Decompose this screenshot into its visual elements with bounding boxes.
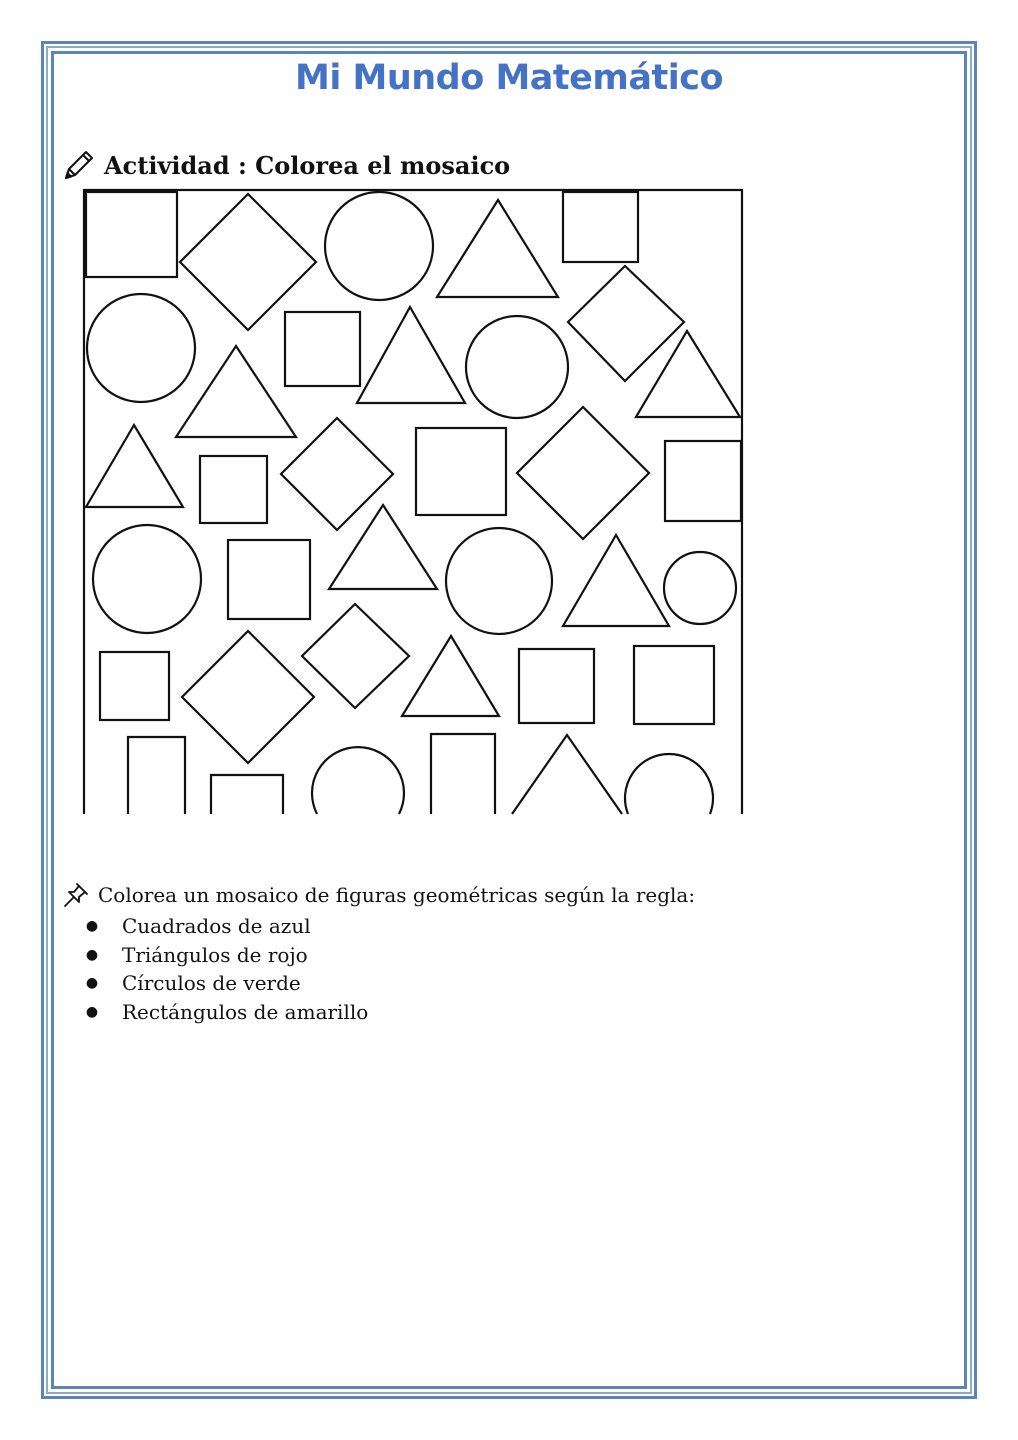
activity-heading [62,147,510,183]
shapes-mosaic[interactable] [80,186,746,816]
page-title: Mi Mundo Matemático [295,58,723,98]
mosaic-circle [325,192,433,300]
pencil-icon [62,148,96,182]
instructions-intro-line [62,880,695,910]
mosaic-square [86,192,177,277]
mosaic-square [285,312,360,386]
mosaic-triangle [512,735,622,814]
list-item: ● Círculos de verde [85,971,301,996]
mosaic-circle [466,316,568,418]
mosaic-square [634,646,714,724]
mosaic-triangle [437,200,558,297]
mosaic-diamond [182,631,314,763]
list-item: ● Cuadrados de azul [85,914,311,939]
mosaic-square [200,456,267,523]
instructions [62,880,695,1026]
instructions-intro: Colorea un mosaico de figuras geométricas según la regla: [98,883,696,907]
mosaic-diamond [302,604,409,708]
mosaic-square [228,540,310,619]
activity-title: Actividad : Colorea el mosaico [104,150,511,180]
mosaic-square [563,192,638,262]
mosaic-rectangle [431,734,495,814]
mosaic-diamond [281,418,393,530]
mosaic-triangle [86,425,183,507]
mosaic-rectangle [128,737,185,814]
pushpin-icon [62,881,90,909]
rule-circles: Círculos de verde [122,971,301,996]
mosaic-diamond [180,194,316,330]
rule-triangles: Triángulos de rojo [122,942,308,967]
mosaic-square [519,649,594,723]
mosaic-circle [93,525,201,633]
mosaic-circle [625,754,713,814]
mosaic-circle [664,552,736,624]
mosaic-circle [87,294,195,402]
mosaic-circle [312,747,404,814]
mosaic-square [100,652,169,720]
mosaic-triangle [329,505,437,589]
rule-squares: Cuadrados de azul [122,914,311,939]
list-item: ● Rectángulos de amarillo [85,999,369,1024]
list-item: ● Triángulos de rojo [85,942,308,967]
mosaic-rectangle [211,775,283,814]
mosaic-circle [446,528,552,634]
mosaic-triangle [357,307,465,403]
rule-rectangles: Rectángulos de amarillo [122,999,369,1024]
mosaic-triangle [636,331,740,417]
mosaic-triangle [402,636,499,716]
color-rules-list [62,912,695,1026]
mosaic-triangle [563,535,669,626]
mosaic-diamond [517,407,649,539]
mosaic-square [665,441,741,521]
mosaic-square [416,428,506,515]
